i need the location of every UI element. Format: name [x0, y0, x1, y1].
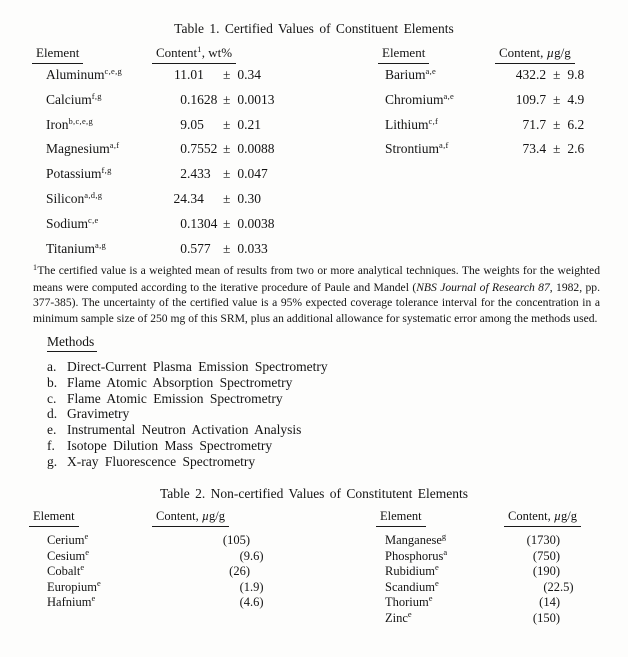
method-code-superscript: a,d,g: [84, 189, 103, 200]
value-fraction-part: .1628: [187, 91, 218, 107]
element-name: Chromium: [385, 91, 444, 107]
uncertainty-value: 9.8: [567, 67, 585, 82]
element-name: Magnesium: [46, 141, 110, 157]
method-list-item: [47, 374, 293, 391]
footnote-reference-superscript: 1: [197, 44, 202, 54]
element-name: Europium: [47, 579, 97, 594]
value-integer-part: (1: [239, 579, 250, 594]
footnote-text: The certified value is a weighted mean of results from two or more analytical techniques. The weights for the weighted means were computed according to the iterative procedure of Paule and Mandel (: [33, 264, 600, 294]
content-header-unit: g/g: [209, 509, 226, 523]
table-row: [0, 238, 628, 263]
table-row: [0, 564, 628, 580]
content-value-cell: [505, 580, 574, 595]
methods-list: [47, 359, 328, 470]
content-value-cell: [145, 241, 268, 257]
value-integer-part: 0: [180, 215, 187, 231]
content-value-cell: [495, 141, 584, 157]
content-header-text: Content,: [156, 509, 202, 523]
method-code-superscript: e: [97, 577, 102, 588]
value-fraction-part: .9): [250, 579, 264, 594]
value-integer-part: (4: [239, 595, 250, 610]
value-fraction-part: .34: [187, 190, 204, 206]
value-integer-part: (150): [532, 610, 560, 625]
table1-right-element-header: Element: [378, 45, 429, 64]
certified-value-footnote: [33, 263, 600, 327]
uncertainty-value: 0.34: [237, 67, 262, 82]
table2-title: Table 2. Non-certified Values of Constitutent Elements: [159, 486, 469, 501]
method-list-item: [47, 359, 328, 375]
plus-minus-symbol: ±: [223, 91, 231, 107]
element-cell: [385, 67, 436, 83]
table2-right-body: [0, 533, 628, 627]
value-fraction-part: .6): [250, 548, 264, 563]
plus-minus-symbol: ±: [223, 166, 231, 182]
element-name: Cerium: [47, 533, 85, 547]
micro-symbol: µ: [546, 45, 555, 60]
value-fraction-part: .5): [560, 579, 574, 594]
value-fraction-part: .7: [536, 116, 547, 132]
content-value-cell: [505, 564, 560, 579]
value-integer-part: (14): [539, 595, 560, 610]
element-name: Rubidium: [385, 564, 436, 579]
method-code-superscript: e: [80, 562, 85, 573]
element-cell: [46, 241, 106, 257]
table2-right-element-header: Element: [376, 509, 426, 527]
value-integer-part: 432: [515, 67, 536, 82]
method-name: X-ray Fluorescence Spectrometry: [67, 453, 256, 469]
value-fraction-part: .7552: [187, 141, 218, 157]
element-name: Barium: [385, 67, 426, 82]
plus-minus-symbol: ±: [553, 67, 561, 82]
method-code-superscript: a,e: [425, 66, 437, 76]
method-list-item: [47, 406, 130, 422]
method-letter: b.: [47, 374, 58, 390]
plus-minus-symbol: ±: [223, 240, 231, 256]
element-name: Scandium: [385, 579, 435, 594]
uncertainty-value: 6.2: [567, 116, 585, 132]
method-list-item: [47, 453, 256, 470]
method-list-item: [47, 422, 302, 438]
methods-section: [47, 334, 328, 470]
method-letter: a.: [47, 359, 57, 374]
element-cell: [46, 216, 99, 232]
value-integer-part: 0: [180, 240, 187, 256]
method-code-superscript: c,f: [428, 115, 439, 126]
method-name: Flame Atomic Absorption Spectrometry: [67, 374, 293, 390]
value-integer-part: 2: [180, 166, 187, 182]
plus-minus-symbol: ±: [223, 141, 231, 157]
method-name: Direct-Current Plasma Emission Spectrometry: [67, 359, 328, 374]
element-name: Phosphorus: [385, 548, 444, 563]
table-row: [0, 138, 628, 163]
table-row: [0, 533, 628, 549]
uncertainty-value: 0.047: [237, 166, 268, 182]
value-integer-part: 24: [173, 190, 187, 206]
element-cell: [385, 117, 438, 133]
value-integer-part: (9: [239, 548, 250, 563]
table-row: [0, 577, 628, 596]
element-name: Iron: [46, 116, 69, 132]
method-code-superscript: a,f: [439, 140, 449, 151]
method-code-superscript: f,g: [91, 90, 102, 101]
method-name: Isotope Dilution Mass Spectrometry: [67, 437, 273, 453]
table-row: [0, 163, 628, 188]
value-fraction-part: .433: [187, 166, 211, 182]
table-row: [0, 89, 628, 114]
plus-minus-symbol: ±: [223, 215, 231, 231]
content-value-cell: [495, 117, 584, 133]
element-cell: [46, 166, 112, 182]
value-integer-part: (105): [222, 533, 250, 547]
method-code-superscript: e: [84, 531, 89, 541]
method-code-superscript: e: [91, 593, 96, 604]
method-list-item: [47, 437, 273, 454]
table-row: [0, 188, 628, 213]
value-integer-part: 109: [515, 91, 536, 107]
plus-minus-symbol: ±: [223, 190, 231, 206]
micro-symbol: µ: [201, 509, 210, 523]
method-code-superscript: e: [435, 577, 440, 588]
content-header-unit: , wt%: [201, 45, 233, 60]
method-code-superscript: c,e: [88, 214, 99, 225]
element-name: Manganese: [385, 533, 442, 547]
table-row: [0, 595, 628, 611]
footnote-text-continued: , 1982, pp. 377-385). The uncertainty of the certified value is a 95% expected coverage tolerance interval for the concentration in a minimum sample size of 250 mg of this SRM, plus an additional allowance for systematic error among the methods used.: [33, 280, 601, 326]
content-header-text: Content: [156, 45, 198, 60]
table-row: [0, 114, 628, 139]
method-code-superscript: e: [428, 593, 433, 604]
method-code-superscript: g: [441, 531, 447, 541]
value-integer-part: 11: [174, 67, 187, 82]
content-value-cell: [505, 533, 560, 548]
content-header-text: Content,: [499, 45, 547, 60]
value-fraction-part: .01: [187, 67, 204, 82]
plus-minus-symbol: ±: [223, 116, 231, 132]
value-integer-part: (750): [532, 548, 560, 563]
element-name: Potassium: [46, 166, 102, 182]
content-header-unit: g/g: [561, 509, 578, 523]
element-name: Lithium: [385, 116, 429, 132]
method-code-superscript: f,g: [101, 165, 112, 176]
value-fraction-part: .7: [536, 91, 547, 107]
table-row: [0, 213, 628, 238]
method-letter: g.: [47, 453, 58, 469]
content-value-cell: [145, 216, 275, 232]
table2-right-content-header: [504, 509, 581, 527]
method-code-superscript: e: [85, 546, 90, 557]
method-code-superscript: e: [407, 608, 412, 619]
method-name: Gravimetry: [67, 406, 130, 422]
plus-minus-symbol: ±: [223, 67, 231, 82]
uncertainty-value: 0.0038: [237, 215, 275, 231]
method-letter: e.: [47, 422, 57, 438]
element-cell: [46, 191, 102, 207]
method-name: Flame Atomic Emission Spectrometry: [67, 390, 283, 406]
table-row: [0, 64, 628, 89]
table-row: [0, 608, 628, 627]
content-value-cell: [145, 166, 268, 182]
method-code-superscript: a,f: [109, 140, 120, 151]
content-value-cell: [505, 595, 560, 610]
method-name: Instrumental Neutron Activation Analysis: [67, 422, 302, 438]
plus-minus-symbol: ±: [553, 141, 561, 157]
footnote-number: 1: [33, 263, 38, 272]
element-name: Cobalt: [47, 564, 81, 579]
value-fraction-part: .2: [536, 67, 547, 82]
value-integer-part: (26): [229, 564, 250, 579]
value-integer-part: 9: [180, 116, 187, 132]
element-cell: [385, 533, 446, 548]
uncertainty-value: 0.30: [237, 190, 262, 206]
element-cell: [385, 92, 454, 108]
method-list-item: [47, 390, 283, 407]
method-letter: f.: [47, 437, 55, 453]
value-integer-part: 73: [522, 141, 536, 157]
element-name: Sodium: [46, 215, 89, 231]
element-name: Hafnium: [47, 595, 92, 610]
element-name: Calcium: [46, 91, 92, 107]
value-integer-part: (1730): [526, 533, 560, 547]
micro-symbol: µ: [553, 509, 562, 523]
content-value-cell: [495, 67, 584, 83]
method-letter: c.: [47, 390, 57, 406]
value-integer-part: 0: [180, 141, 187, 157]
element-name: Titanium: [46, 240, 96, 256]
content-value-cell: [495, 92, 584, 108]
value-integer-part: 71: [522, 116, 536, 132]
table1-left-content-header: [152, 45, 236, 64]
value-fraction-part: .1304: [187, 215, 218, 231]
element-name: Silicon: [46, 190, 85, 206]
method-code-superscript: a: [443, 546, 448, 557]
element-name: Strontium: [385, 141, 440, 157]
element-cell: [385, 608, 412, 626]
value-fraction-part: .6): [250, 595, 264, 610]
content-header-unit: g/g: [554, 45, 571, 60]
value-fraction-part: .05: [187, 116, 204, 132]
plus-minus-symbol: ±: [553, 91, 561, 107]
element-cell: [385, 564, 439, 579]
value-integer-part: 0: [180, 91, 187, 107]
content-value-cell: [145, 191, 261, 207]
element-name: Zinc: [385, 610, 408, 625]
table2-left-content-header: [152, 509, 229, 527]
uncertainty-value: 0.0013: [237, 91, 275, 107]
method-code-superscript: e: [435, 562, 440, 573]
table1-right-body: [0, 64, 628, 163]
value-fraction-part: .4: [536, 141, 547, 157]
uncertainty-value: 0.0088: [237, 141, 275, 157]
value-integer-part: (22: [543, 579, 560, 594]
element-name: Cesium: [47, 548, 86, 563]
uncertainty-value: 0.033: [237, 240, 268, 256]
content-header-text: Content,: [508, 509, 554, 523]
content-value-cell: [505, 549, 560, 564]
uncertainty-value: 0.21: [237, 116, 262, 132]
uncertainty-value: 4.9: [567, 91, 585, 107]
value-integer-part: (190): [532, 564, 560, 579]
element-cell: [385, 141, 449, 157]
table1-title: Table 1. Certified Values of Constituent Elements: [174, 21, 454, 36]
element-name: Aluminum: [46, 67, 105, 82]
method-code-superscript: a,g: [95, 239, 107, 250]
footnote-citation-italic: NBS Journal of Research 87: [416, 280, 550, 294]
uncertainty-value: 2.6: [567, 141, 585, 157]
method-code-superscript: c,e,g: [104, 66, 123, 76]
table1-left-element-header: Element: [32, 45, 83, 64]
element-name: Thorium: [385, 595, 429, 610]
method-letter: d.: [47, 406, 58, 422]
method-code-superscript: b,c,e,g: [68, 115, 94, 126]
table-row: [0, 546, 628, 565]
table1-right-content-header: [495, 45, 575, 64]
content-value-cell: [505, 611, 560, 626]
methods-heading: Methods: [47, 334, 97, 352]
plus-minus-symbol: ±: [553, 116, 561, 132]
table2-left-element-header: Element: [29, 509, 79, 527]
method-code-superscript: a,e: [443, 90, 455, 101]
value-fraction-part: .577: [187, 240, 211, 256]
